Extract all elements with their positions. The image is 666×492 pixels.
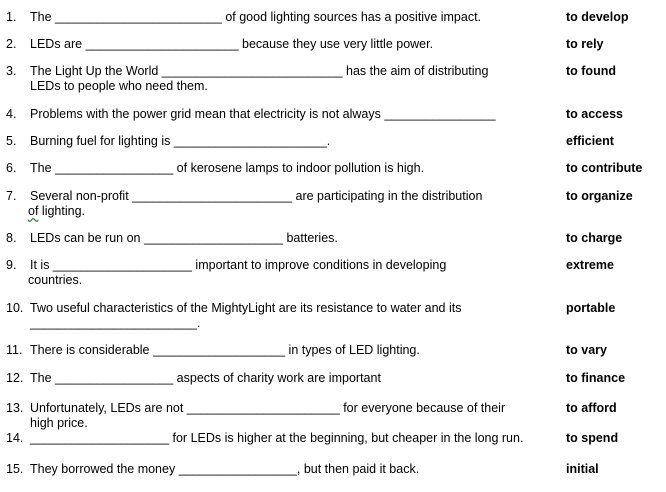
sentence-line: Several non-profit _______________________ are participating in the distribution xyxy=(30,189,483,203)
sentence-line: The _________________ of kerosene lamps to indoor pollution is high. xyxy=(30,161,425,175)
sentence-line: Problems with the power grid mean that electricity is not always ________________ xyxy=(30,107,496,121)
sentence-fragment: lighting. xyxy=(38,204,85,218)
sentence-line-continued: ________________________. xyxy=(30,316,201,330)
sentence-line: The _________________ aspects of charity work are important xyxy=(30,371,381,385)
word-prompt: portable xyxy=(566,301,616,315)
item-number: 12. xyxy=(6,371,24,385)
sentence-line: They borrowed the money _________________, but then paid it back. xyxy=(30,462,420,476)
word-prompt: efficient xyxy=(566,134,614,148)
word-prompt: to vary xyxy=(566,343,607,357)
item-number: 2. xyxy=(6,37,17,51)
item-number: 7. xyxy=(6,189,17,203)
sentence-line: There is considerable ___________________ in types of LED lighting. xyxy=(30,343,420,357)
item-number: 15. xyxy=(6,462,24,476)
item-number: 8. xyxy=(6,231,17,245)
sentence-line: Burning fuel for lighting is ______________________. xyxy=(30,134,331,148)
word-prompt: to finance xyxy=(566,371,626,385)
item-number: 3. xyxy=(6,64,17,78)
sentence-line: LEDs are ______________________ because they use very little power. xyxy=(30,37,434,51)
sentence-line: It is ____________________ important to improve conditions in developing xyxy=(30,258,447,272)
word-prompt: to contribute xyxy=(566,161,643,175)
item-number: 4. xyxy=(6,107,17,121)
item-number: 6. xyxy=(6,161,17,175)
sentence-line-continued xyxy=(28,204,85,219)
word-prompt: initial xyxy=(566,462,599,476)
word-prompt: to rely xyxy=(566,37,604,51)
item-number: 11. xyxy=(6,343,23,357)
item-number: 14. xyxy=(6,431,24,445)
item-number: 5. xyxy=(6,134,17,148)
sentence-line-continued: LEDs to people who need them. xyxy=(30,79,208,93)
item-number: 9. xyxy=(6,258,17,272)
sentence-line: The Light Up the World __________________________ has the aim of distributing xyxy=(30,64,489,78)
word-prompt: to develop xyxy=(566,10,629,24)
word-prompt: to afford xyxy=(566,401,617,415)
sentence-line: LEDs can be run on ____________________ batteries. xyxy=(30,231,338,245)
word-prompt: extreme xyxy=(566,258,614,272)
word-prompt: to found xyxy=(566,64,616,78)
sentence-line-continued: high price. xyxy=(30,416,88,430)
word-prompt: to organize xyxy=(566,189,633,203)
sentence-line-continued: countries. xyxy=(28,273,83,287)
word-prompt: to charge xyxy=(566,231,623,245)
item-number: 1. xyxy=(6,10,17,24)
item-number: 13. xyxy=(6,401,24,415)
spellcheck-word: of xyxy=(28,204,39,218)
sentence-line: The ________________________ of good lighting sources has a positive impact. xyxy=(30,10,482,24)
item-number: 10. xyxy=(6,301,24,315)
word-prompt: to spend xyxy=(566,431,619,445)
sentence-line: Unfortunately, LEDs are not ______________________ for everyone because of their xyxy=(30,401,506,415)
word-prompt: to access xyxy=(566,107,623,121)
sentence-line: Two useful characteristics of the MightyLight are its resistance to water and its xyxy=(30,301,462,315)
sentence-line: ____________________ for LEDs is higher at the beginning, but cheaper in the long run. xyxy=(30,431,524,445)
